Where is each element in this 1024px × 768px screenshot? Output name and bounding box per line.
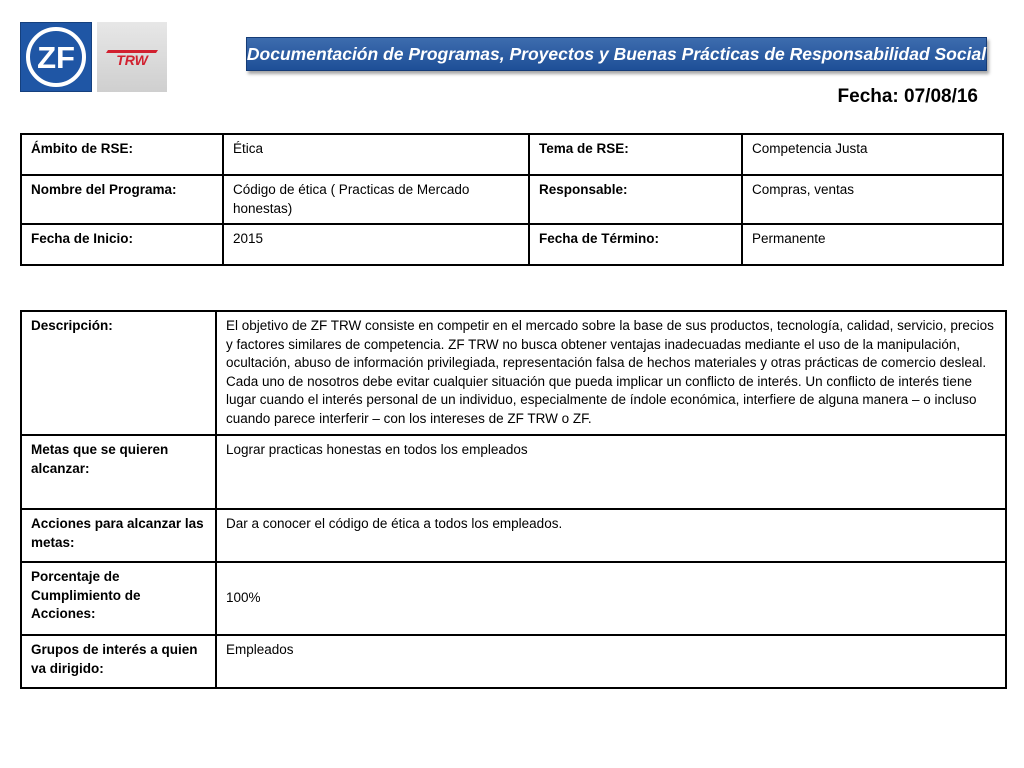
- responsable-value: Compras, ventas: [742, 175, 1003, 224]
- porcentaje-label: Porcentaje de Cumplimiento de Acciones:: [21, 562, 216, 635]
- detail-table: [20, 310, 1007, 689]
- trw-logo: [97, 22, 167, 92]
- info-table: [20, 133, 1004, 266]
- table-row: [21, 562, 1006, 635]
- inicio-label: Fecha de Inicio:: [21, 224, 223, 265]
- grupos-value: Empleados: [216, 635, 1006, 688]
- page-title: Documentación de Programas, Proyectos y Buenas Prácticas de Responsabilidad Social: [246, 37, 987, 71]
- metas-value: Lograr practicas honestas en todos los empleados: [216, 435, 1006, 509]
- table-row: [21, 311, 1006, 435]
- table-row: [21, 435, 1006, 509]
- table-row: [21, 175, 1003, 224]
- ambito-value: Ética: [223, 134, 529, 175]
- document-date: Fecha: 07/08/16: [837, 86, 978, 107]
- zf-logo-text: ZF: [37, 40, 75, 75]
- descripcion-label: Descripción:: [21, 311, 216, 435]
- acciones-value: Dar a conocer el código de ética a todos los empleados.: [216, 509, 1006, 562]
- tema-value: Competencia Justa: [742, 134, 1003, 175]
- acciones-label: Acciones para alcanzar las metas:: [21, 509, 216, 562]
- descripcion-value: El objetivo de ZF TRW consiste en competir en el mercado sobre la base de sus productos, tecnología, calidad, servicio, precios y factores similares de competencia. ZF TRW no busca obtener ventajas inadecuadas mediante el uso de la manipulación, ocultación, abuso de información privilegiada, representación falsa de hechos materiales y otras prácticas de comercio desleal. Cada uno de nosotros debe evitar cualquier situación que pueda implicar un conflicto de interés. Un conflicto de interés tiene lugar cuando el interés personal de un individuo, especialmente de índole económica, interfiere de alguna manera – o incluso cuando parece interferir – con los intereses de ZF TRW o ZF.: [216, 311, 1006, 435]
- ambito-label: Ámbito de RSE:: [21, 134, 223, 175]
- zf-logo-graphic: [21, 23, 91, 91]
- zf-logo: [20, 22, 92, 92]
- trw-logo-graphic: [102, 45, 162, 69]
- table-row: [21, 134, 1003, 175]
- responsable-label: Responsable:: [529, 175, 742, 224]
- tema-label: Tema de RSE:: [529, 134, 742, 175]
- inicio-value: 2015: [223, 224, 529, 265]
- table-row: [21, 509, 1006, 562]
- programa-value: Código de ética ( Practicas de Mercado honestas): [223, 175, 529, 224]
- programa-label: Nombre del Programa:: [21, 175, 223, 224]
- table-row: [21, 224, 1003, 265]
- table-row: [21, 635, 1006, 688]
- metas-label: Metas que se quieren alcanzar:: [21, 435, 216, 509]
- termino-label: Fecha de Término:: [529, 224, 742, 265]
- trw-logo-text: TRW: [116, 52, 148, 68]
- porcentaje-value: 100%: [216, 562, 1006, 635]
- grupos-label: Grupos de interés a quien va dirigido:: [21, 635, 216, 688]
- termino-value: Permanente: [742, 224, 1003, 265]
